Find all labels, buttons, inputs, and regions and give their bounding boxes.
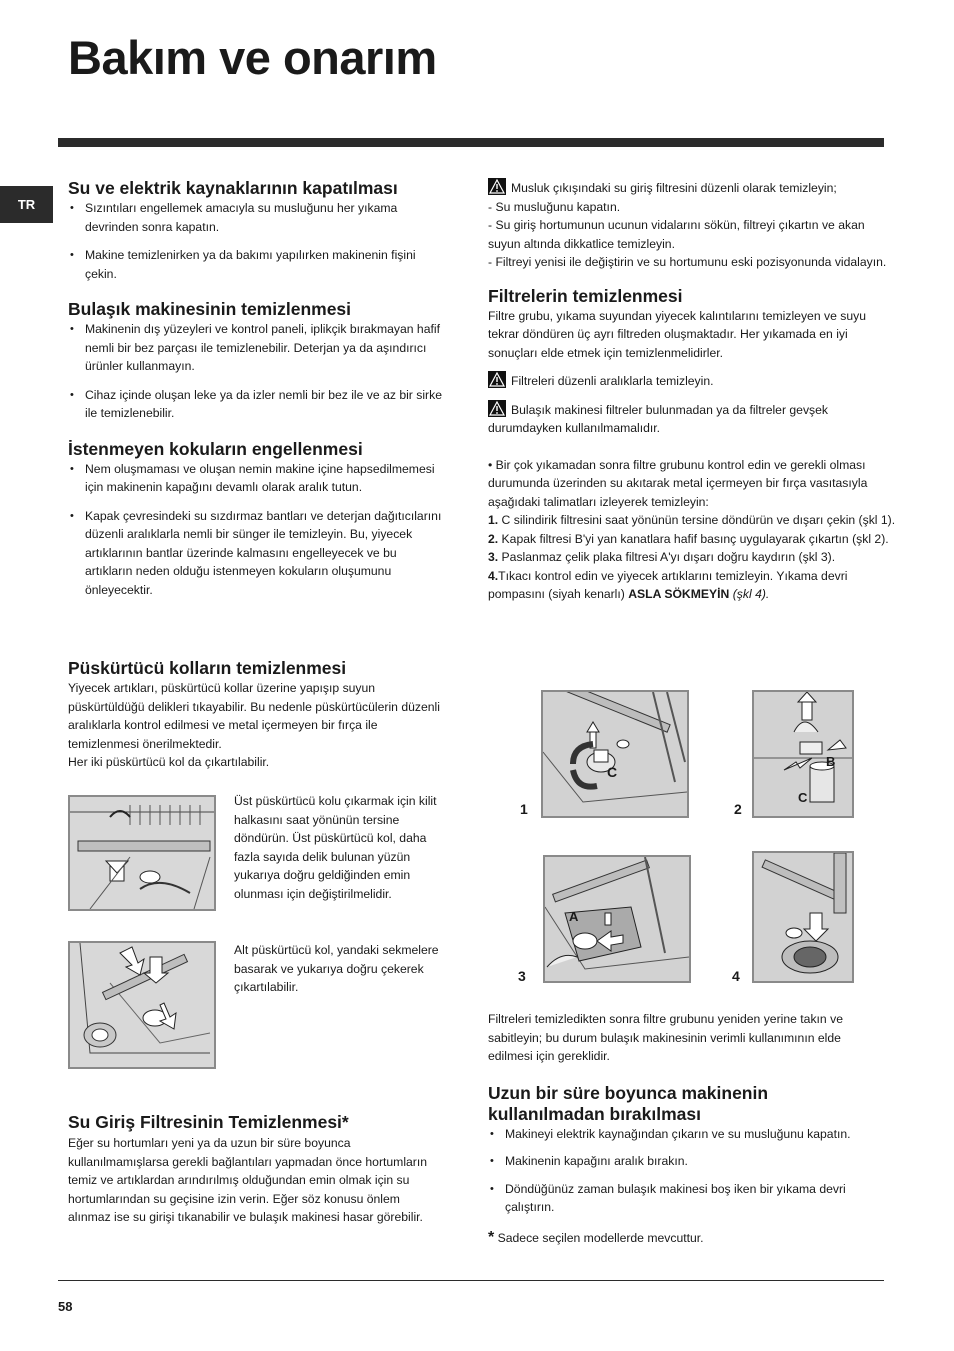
step-text: C silindirik filtresini saat yönünün tersine döndürün ve dışarı çekin (şkl 1).	[498, 513, 896, 527]
inlet-step: - Su giriş hortumunun ucunun vidalarını sökün, filtreyi çıkartın ve akan suyun altında dikkatlice temizleyin.	[488, 218, 865, 251]
page-title: Bakım ve onarım	[68, 31, 437, 84]
filter-letter-b: B	[826, 754, 836, 769]
filter-letter-a: A	[569, 909, 579, 924]
filter-figure-3	[543, 855, 691, 983]
inlet-step: - Filtreyi yenisi ile değiştirin ve su hortumunu eski pozisyonunda vidalayın.	[488, 255, 887, 269]
footer-rule	[58, 1280, 884, 1281]
figure-label: 1	[520, 801, 528, 817]
spray-arms-text: Yiyecek artıkları, püskürtücü kollar üzerine yapışıp suyun püskürtüldüğü delikleri tıkayabilir. Bu nedenle püskürtücülerin düzenli aralıklarla kontrol edilmesi ve metal içermeyen bir fırça ile temizlenmesi önerilmektedir.	[68, 681, 440, 751]
warning-icon	[488, 400, 506, 417]
filter-step-2	[488, 530, 900, 549]
long-term-list	[488, 1125, 888, 1217]
step-text: Tıkacı kontrol edin ve yiyecek artıklarını temizleyin. Yıkama devri pompasını (siyah kenarlı)	[488, 568, 848, 601]
footnote	[488, 1229, 888, 1248]
heading-odours: İstenmeyen kokuların engellenmesi	[68, 438, 363, 459]
spray-arms-removable: Her iki püskürtücü kol da çıkartılabilir.	[68, 755, 270, 769]
warning-filters-regular-text: Filtreleri düzenli aralıklarla temizleyin.	[511, 374, 714, 388]
step-text: Kapak filtresi B'yi yan kanatlara hafif basınç uygulayarak çıkartın (şkl 2).	[498, 531, 889, 546]
list-item: • Kapak çevresindeki su sızdırmaz bantları ve deterjan dağıtıcılarını düzenli aralıklarla nemli bir sünger ile temizleyin. Bu, yiyecek artıklarının bantlar üzerinde kalmasını engelleyecek ve bu artıkların neden olduğu istenmeyen kokuların oluşumunu önleyecektir.	[68, 507, 444, 600]
warning-icon	[488, 178, 506, 195]
filter-figure-4	[752, 851, 854, 983]
language-tab: TR	[0, 186, 53, 223]
page-number: 58	[58, 1299, 73, 1314]
filter-letter-c: C	[607, 764, 618, 780]
warning-no-filters-text: Bulaşık makinesi filtreler bulunmadan ya da filtreler gevşek durumdayken kullanılmamalıdır.	[488, 402, 829, 435]
step-number: 1.	[488, 513, 499, 527]
heading-long-term: Uzun bir süre boyunca makinenin kullanılmadan bırakılması	[488, 1082, 769, 1124]
warning-filters-regular	[488, 371, 900, 391]
inlet-filter-section	[68, 1112, 444, 1227]
filter-letter-c2: C	[798, 790, 808, 805]
inlet-step: - Su musluğunu kapatın.	[488, 199, 621, 214]
list-item: • Makinenin kapağını aralık bırakın.	[488, 1152, 888, 1171]
filter-figure-1	[541, 690, 689, 818]
cleaning-list	[68, 320, 444, 423]
filter-step-4	[488, 567, 900, 604]
warning-inlet-text: Musluk çıkışındaki su giriş filtresini düzenli olarak temizleyin;	[511, 181, 837, 195]
upper-arm-caption: Üst püskürtücü kolu çıkarmak için kilit halkasını saat yönünün tersine döndürün. Üst püskürtücü kol, daha fazla sayıda delik bulunan yüzün yukarıya doğru geldiğinden emin olunması için değiştirilmelidir.	[234, 794, 437, 901]
step-warning-bold: ASLA SÖKMEYİN	[628, 587, 730, 601]
step-figure-ref: (şkl 4).	[729, 587, 770, 601]
list-item: • Makine temizlenirken ya da bakımı yapılırken makinenin fişini çekin.	[68, 246, 444, 283]
filters-check: • Bir çok yıkamadan sonra filtre grubunu kontrol edin ve gerekli olması durumunda üzerinden su akıtarak metal içermeyen bir fırça vasıtasıyla aşağıdaki talimatları izleyerek temizleyin:	[488, 457, 868, 509]
heading-cleaning: Bulaşık makinesinin temizlenmesi	[68, 299, 352, 319]
step-text: Paslanmaz çelik plaka filtresi A'yı dışarı doğru kaydırın (şkl 3).	[498, 550, 836, 564]
upper-spray-arm-figure	[68, 795, 216, 911]
step-number: 4.	[488, 568, 499, 583]
list-item: • Sızıntıları engellemek amacıyla su musluğunu her yıkama devrinden sonra kapatın.	[68, 199, 444, 236]
footnote-text: Sadece seçilen modellerde mevcuttur.	[497, 1230, 704, 1245]
warning-no-filters	[488, 400, 900, 438]
list-item: • Cihaz içinde oluşan leke ya da izler nemli bir bez ile ve az bir sirke ile temizlenebilir.	[68, 386, 444, 423]
filter-step-1	[488, 511, 900, 530]
list-item: • Nem oluşmaması ve oluşan nemin makine içine hapsedilmemesi için makinenin kapağını devamlı olarak aralık tutun.	[68, 460, 444, 497]
right-column	[488, 178, 900, 604]
list-item: • Döndüğünüz zaman bulaşık makinesi boş iken bir yıkama devri çalıştırın.	[488, 1180, 888, 1217]
left-column	[68, 178, 444, 599]
inlet-filter-text: Eğer su hortumları yeni ya da uzun bir süre boyunca kullanılmamışlarsa gerekli bağlantıları yapmadan önce hortumların temiz ve artıklardan arındırılmış olduğundan emin olmak için su hortumlarından su geçisine izin verin. Eğer söz konusu önlem alınmaz ise su girişi tıkanabilir ve bulaşık makinesi hasar görebilir.	[68, 1136, 428, 1224]
spray-arms-section	[68, 658, 444, 772]
heading-inlet-filter: Su Giriş Filtresinin Temizlenmesi*	[68, 1112, 349, 1132]
title-rule	[58, 138, 884, 147]
heading-filters: Filtrelerin temizlenmesi	[488, 285, 683, 306]
figure-label: 3	[518, 968, 526, 984]
heading-spray-arms: Püskürtücü kolların temizlenmesi	[68, 658, 347, 678]
list-item: • Makinenin dış yüzeyleri ve kontrol paneli, iplikçik bırakmayan hafif nemli bir bez parçası ile temizlenebilir. Deterjan ya da aşındırıcı ürünler kullanmayın.	[68, 320, 444, 376]
warning-icon	[488, 371, 506, 388]
figure-label: 2	[734, 801, 742, 817]
warning-inlet	[488, 178, 900, 198]
shutoff-list	[68, 199, 444, 283]
list-item: • Makineyi elektrik kaynağından çıkarın ve su musluğunu kapatın.	[488, 1125, 888, 1144]
after-cleaning-section	[488, 1010, 888, 1247]
odours-list	[68, 460, 444, 600]
filter-step-3	[488, 548, 900, 567]
step-number: 3.	[488, 550, 499, 564]
filters-intro: Filtre grubu, yıkama suyundan yiyecek kalıntılarını temizleyen ve suyu tekrar döndüren üç ayrı filtreden oluşmaktadır. Her yıkamada en iyi sonuçları elde etmek için temizlenmelidirler.	[488, 308, 866, 360]
lower-arm-caption: Alt püskürtücü kol, yandaki sekmelere basarak ve yukarıya doğru çekerek çıkartılabilir.	[234, 943, 439, 994]
lower-spray-arm-figure	[68, 941, 216, 1069]
heading-shutoff: Su ve elektrik kaynaklarının kapatılması	[68, 178, 398, 198]
step-number: 2.	[488, 531, 499, 546]
figure-label: 4	[732, 968, 740, 984]
footnote-star: *	[488, 1228, 495, 1246]
filter-figure-2	[752, 690, 854, 818]
after-cleaning-text: Filtreleri temizledikten sonra filtre grubunu yeniden yerine takın ve sabitleyin; bu durum bulaşık makinesinin verimli kullanımının elde edilmesi için gereklidir.	[488, 1012, 843, 1063]
